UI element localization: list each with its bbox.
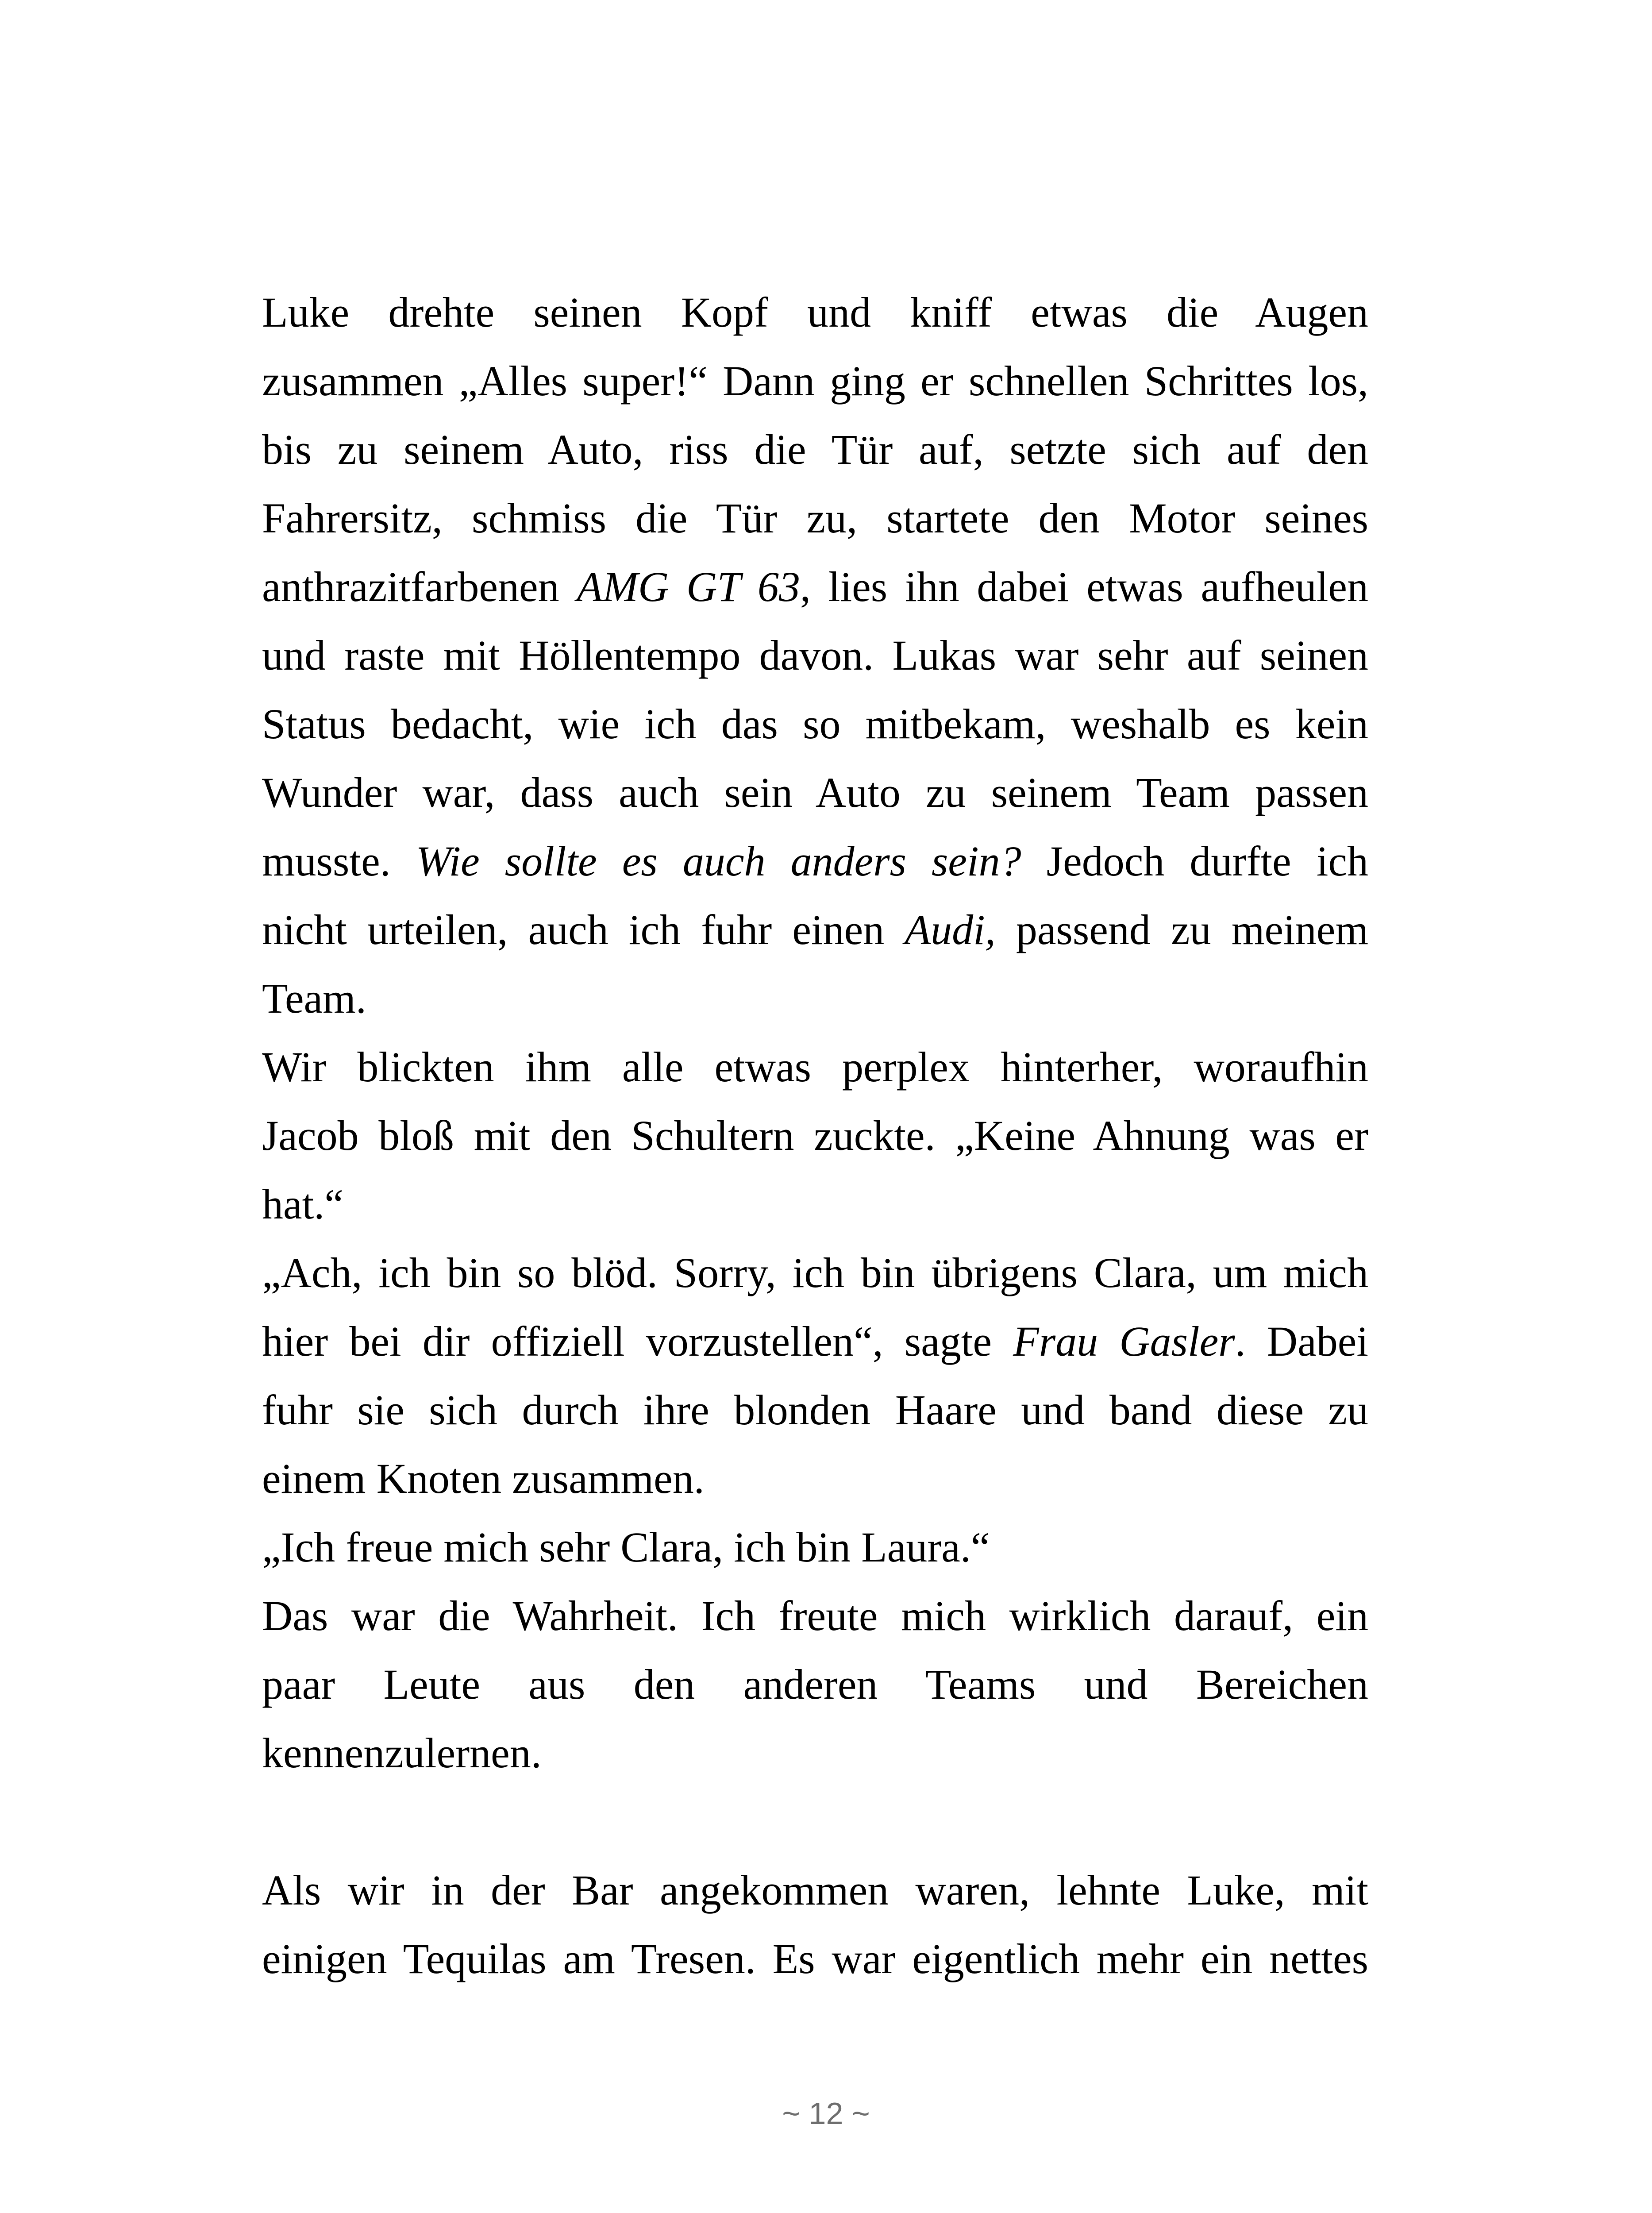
text-line	[262, 1307, 1368, 1376]
text-segment: nicht urteilen, auch ich fuhr einen	[262, 906, 905, 953]
text-line	[262, 1170, 1368, 1238]
text-segment: Jedoch durfte ich	[1021, 837, 1369, 885]
text-segment: anthrazitfarbenen	[262, 563, 577, 610]
text-segment: paar Leute aus den anderen Teams und Bereichen	[262, 1661, 1368, 1708]
text-line	[262, 1650, 1368, 1719]
text-segment: musste.	[262, 837, 416, 885]
text-line	[262, 758, 1368, 827]
text-line	[262, 964, 1368, 1033]
text-line	[262, 1581, 1368, 1650]
text-segment: kennenzulernen.	[262, 1729, 542, 1777]
text-segment: Fahrersitz, schmiss die Tür zu, startete den Motor seines	[262, 494, 1368, 542]
text-line	[262, 278, 1368, 347]
text-segment: Luke drehte seinen Kopf und kniff etwas die Augen	[262, 289, 1368, 336]
text-segment: und raste mit Höllentempo davon. Lukas war sehr auf seinen	[262, 632, 1368, 679]
text-segment: zusammen „Alles super!“ Dann ging er schnellen Schrittes los,	[262, 357, 1368, 405]
text-segment: einem Knoten zusammen.	[262, 1455, 705, 1502]
text-segment: Das war die Wahrheit. Ich freute mich wirklich darauf, ein	[262, 1592, 1368, 1639]
italic-text: Wie sollte es auch anders sein?	[416, 837, 1021, 885]
text-line	[262, 1719, 1368, 1787]
text-segment: Wir blickten ihm alle etwas perplex hinterher, woraufhin	[262, 1043, 1368, 1091]
text-line	[262, 895, 1368, 964]
text-line	[262, 1856, 1368, 1924]
italic-text: AMG GT 63	[577, 563, 800, 610]
text-line	[262, 552, 1368, 621]
text-line	[262, 1376, 1368, 1444]
body-text	[262, 278, 1368, 1993]
text-segment: Status bedacht, wie ich das so mitbekam, weshalb es kein	[262, 700, 1368, 748]
text-line	[262, 415, 1368, 484]
italic-text: Frau Gasler	[1013, 1318, 1235, 1365]
text-segment: . Dabei	[1235, 1318, 1369, 1365]
text-segment: hier bei dir offiziell vorzustellen“, sagte	[262, 1318, 1013, 1365]
text-line	[262, 827, 1368, 895]
text-line	[262, 1033, 1368, 1101]
text-segment: einigen Tequilas am Tresen. Es war eigentlich mehr ein nettes	[262, 1935, 1368, 1982]
text-line	[262, 1238, 1368, 1307]
text-line	[262, 484, 1368, 552]
text-segment: „Ach, ich bin so blöd. Sorry, ich bin übrigens Clara, um mich	[262, 1249, 1368, 1296]
italic-text: Audi,	[905, 906, 996, 953]
text-line	[262, 1444, 1368, 1513]
text-segment: Jacob bloß mit den Schultern zuckte. „Keine Ahnung was er	[262, 1112, 1368, 1159]
text-line	[262, 1513, 1368, 1581]
text-line	[262, 1924, 1368, 1993]
text-segment: passend zu meinem	[995, 906, 1369, 953]
text-segment: bis zu seinem Auto, riss die Tür auf, setzte sich auf den	[262, 426, 1368, 473]
page-number: ~ 12 ~	[782, 2096, 870, 2131]
text-line	[262, 690, 1368, 758]
text-segment: Wunder war, dass auch sein Auto zu seinem Team passen	[262, 769, 1368, 816]
text-line	[262, 347, 1368, 415]
text-segment: fuhr sie sich durch ihre blonden Haare und band diese zu	[262, 1386, 1368, 1434]
text-segment: Als wir in der Bar angekommen waren, lehnte Luke, mit	[262, 1866, 1368, 1914]
blank-line	[262, 1787, 1368, 1856]
text-segment: „Ich freue mich sehr Clara, ich bin Laura.“	[262, 1523, 990, 1571]
text-segment: Team.	[262, 975, 366, 1022]
text-line	[262, 621, 1368, 690]
text-segment: , lies ihn dabei etwas aufheulen	[800, 563, 1369, 610]
text-line	[262, 1101, 1368, 1170]
text-segment: hat.“	[262, 1180, 343, 1228]
